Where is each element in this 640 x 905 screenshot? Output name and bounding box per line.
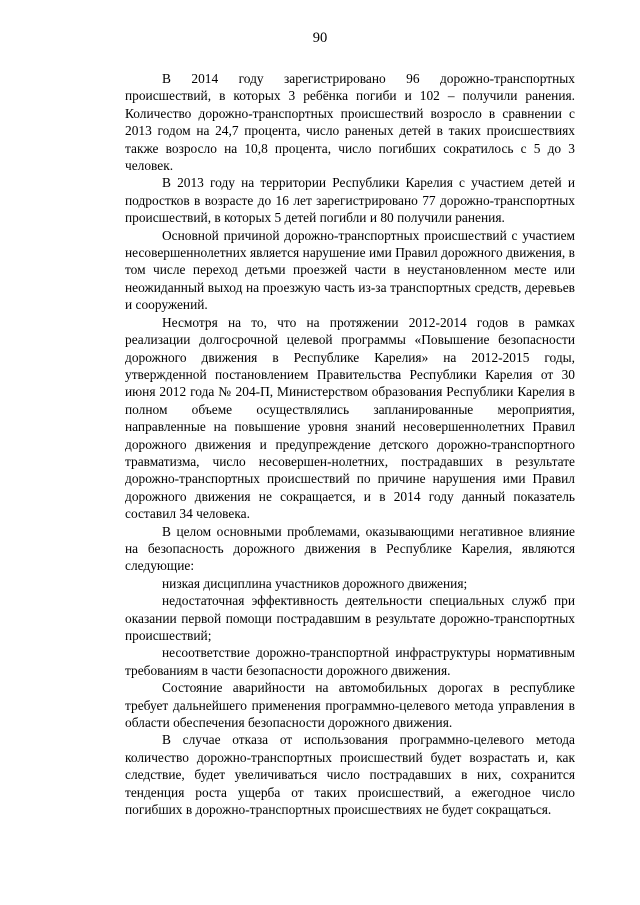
- paragraph-2014-statistics: В 2014 году зарегистрировано 96 дорожно-транспортных происшествий, в которых 3 ребёнка погиби и 102 – получили ранения. Количество дорожно-транспортных происшествий возросло в сравнении с 2013 годом на 24,7 процента, число раненых детей в таких происшествиях также возросло на 10,8 процента, число погибших сократилось с 5 до 3 человек.: [125, 71, 575, 174]
- paragraph-accident-state: Состояние аварийности на автомобильных дорогах в республике требует дальнейшего применения программно-целевого метода управления в области обеспечения безопасности дорожного движения.: [125, 680, 575, 731]
- paragraph-problems-intro: В целом основными проблемами, оказывающими негативное влияние на безопасность дорожного движения в Республике Карелия, являются следующие:: [125, 523, 575, 574]
- paragraph-refusal-consequences: В случае отказа от использования программно-целевого метода количество дорожно-транспортных происшествий будет возрастать и, как следствие, будет увеличиваться число пострадавших в них, сохранится тенденция роста ущерба от таких происшествий, а ежегодное число погибших в дорожно-транспортных происшествиях не будет сокращаться.: [125, 732, 575, 818]
- list-item-emergency-services: недостаточная эффективность деятельности специальных служб при оказании первой помощи пострадавшим в результате дорожно-транспортных происшествий;: [125, 593, 575, 643]
- paragraph-program-measures: Несмотря на то, что на протяжении 2012-2014 годов в рамках реализации долгосрочной целевой программы «Повышение безопасности дорожного движения в Республике Карелия» на 2012-2015 годы, утвержденной постановлением Правительства Республики Карелия от 30 июня 2012 года № 204-П, Министерством образования Республики Карелия в полном объеме осуществлялись запланированные мероприятия, направленные на повышение уровня знаний несовершеннолетних Правил дорожного движения и предупреждение детского дорожно-транспортного травматизма, число несовершен-нолетних, пострадавших в результате дорожно-транспортных происшествий по причине нарушения ими Правил дорожного движения не сокращается, и в 2014 году данный показатель составил 34 человека.: [125, 314, 575, 522]
- body-text: [125, 70, 575, 818]
- paragraph-2013-statistics: В 2013 году на территории Республики Карелия с участием детей и подростков в возрасте до 16 лет зарегистрировано 77 дорожно-транспортных происшествий, в которых 5 детей погибли и 80 получили ранения.: [125, 175, 575, 226]
- list-item-discipline: низкая дисциплина участников дорожного движения;: [162, 575, 468, 591]
- paragraph-main-cause: Основной причиной дорожно-транспортных происшествий с участием несовершеннолетних является нарушение ими Правил дорожного движения, в том числе переход детьми проезжей части в неустановленном месте или неожиданный выход на проезжую часть из-за транспортных средств, деревьев и сооружений.: [125, 227, 575, 313]
- list-item-infrastructure: несоответствие дорожно-транспортной инфраструктуры нормативным требованиям в части безопасности дорожного движения.: [125, 645, 575, 678]
- page-number: 90: [312, 30, 328, 46]
